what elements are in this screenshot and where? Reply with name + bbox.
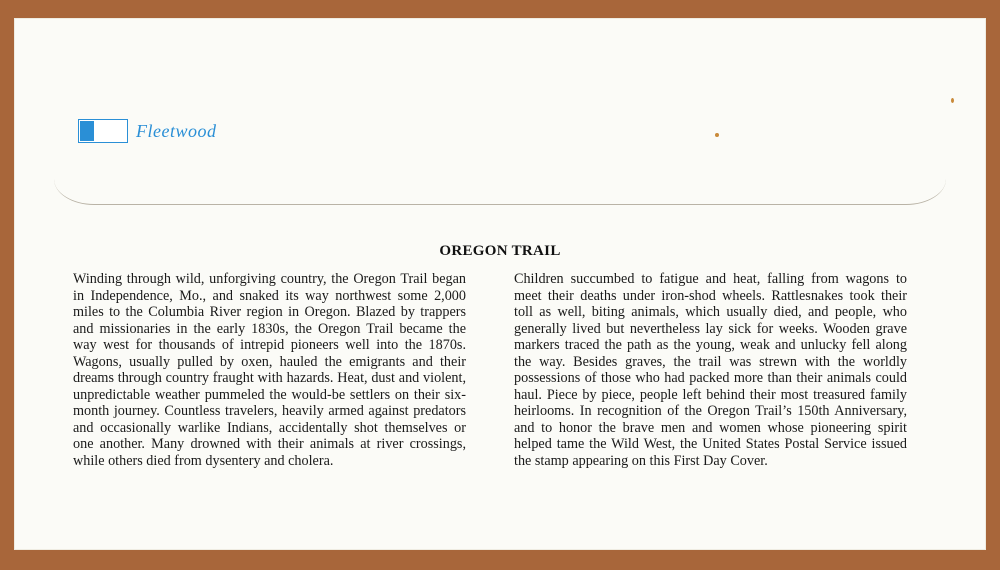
text-column-left: Winding through wild, unforgiving country, the Oregon Trail began in Independence, Mo., and snaked its way northwest some 2,000 miles to the Columbia River region in Oregon. Blazed by trappers and missionaries in the early 1830s, the Oregon Trail became the way west for thousands of intrepid pioneers well into the 1870s. Wagons, usually pulled by oxen, hauled the emigrants and their dreams through country fraught with hazards. Heat, dust and violent, unpredictable weather pummeled the would-be settlers on their six-month journey. Countless travelers, heavily armed against predators and occasionally warlike Indians, accidentally shot themselves or one another. Many drowned with their animals at river crossings, while others died from dysentery and cholera. — [73, 271, 466, 469]
envelope-flap — [54, 138, 946, 205]
paper-speck — [951, 98, 954, 103]
text-column-right: Children succumbed to fatigue and heat, falling from wagons to meet their deaths under iron-shod wheels. Rattlesnakes took their toll as well, biting animals, which usually died, and people, who generally lived but nevertheless lay sick for weeks. Wooden grave markers traced the path as the young, weak and unlucky fell along the way. Besides graves, the trail was strewn with the worldly possessions of those who had packed more than their animals could haul. Piece by piece, people left behind their most treasured family heirlooms. In recognition of the Oregon Trail’s 150th Anniversary, and to honor the brave men and women whose pioneering spirit helped tame the Wild West, the United States Postal Service issued the stamp appearing on this First Day Cover. — [514, 271, 907, 469]
document-title: OREGON TRAIL — [439, 243, 561, 259]
logo-text: Fleetwood — [136, 120, 217, 141]
paper-speck — [715, 133, 719, 137]
